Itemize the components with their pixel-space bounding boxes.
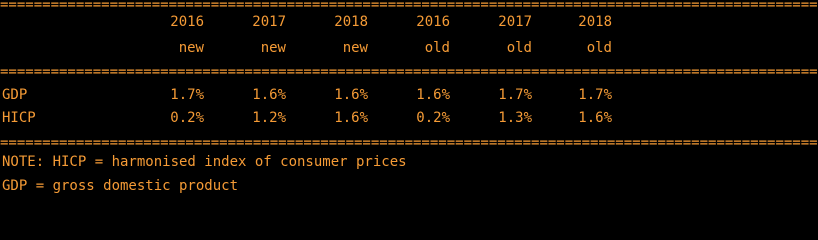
header-version-4: old (424, 40, 450, 56)
header-version-2: new (260, 40, 286, 56)
hicp-value-2: 1.2% (252, 110, 286, 126)
note-gdp: GDP = gross domestic product (2, 178, 239, 194)
gdp-value-1: 1.7% (170, 87, 204, 103)
row-label-hicp: HICP (2, 110, 36, 126)
top-rule: ================================================================================================= (0, 0, 818, 13)
hicp-value-3: 1.6% (334, 110, 368, 126)
row-label-gdp: GDP (2, 87, 28, 103)
gdp-value-4: 1.6% (416, 87, 450, 103)
header-year-4: 2016 (416, 14, 450, 30)
note-hicp: NOTE: HICP = harmonised index of consumer prices (2, 154, 407, 170)
header-year-3: 2018 (334, 14, 368, 30)
hicp-value-1: 0.2% (170, 110, 204, 126)
header-year-2: 2017 (252, 14, 286, 30)
gdp-value-6: 1.7% (578, 87, 612, 103)
header-year-1: 2016 (170, 14, 204, 30)
hicp-value-6: 1.6% (578, 110, 612, 126)
header-year-6: 2018 (578, 14, 612, 30)
hicp-value-4: 0.2% (416, 110, 450, 126)
header-version-6: old (586, 40, 612, 56)
header-version-3: new (342, 40, 368, 56)
bottom-rule: ================================================================================================= (0, 135, 818, 151)
header-rule: ================================================================================================= (0, 64, 818, 80)
gdp-value-3: 1.6% (334, 87, 368, 103)
header-version-1: new (178, 40, 204, 56)
gdp-value-2: 1.6% (252, 87, 286, 103)
header-year-5: 2017 (498, 14, 532, 30)
gdp-value-5: 1.7% (498, 87, 532, 103)
header-version-5: old (506, 40, 532, 56)
hicp-value-5: 1.3% (498, 110, 532, 126)
